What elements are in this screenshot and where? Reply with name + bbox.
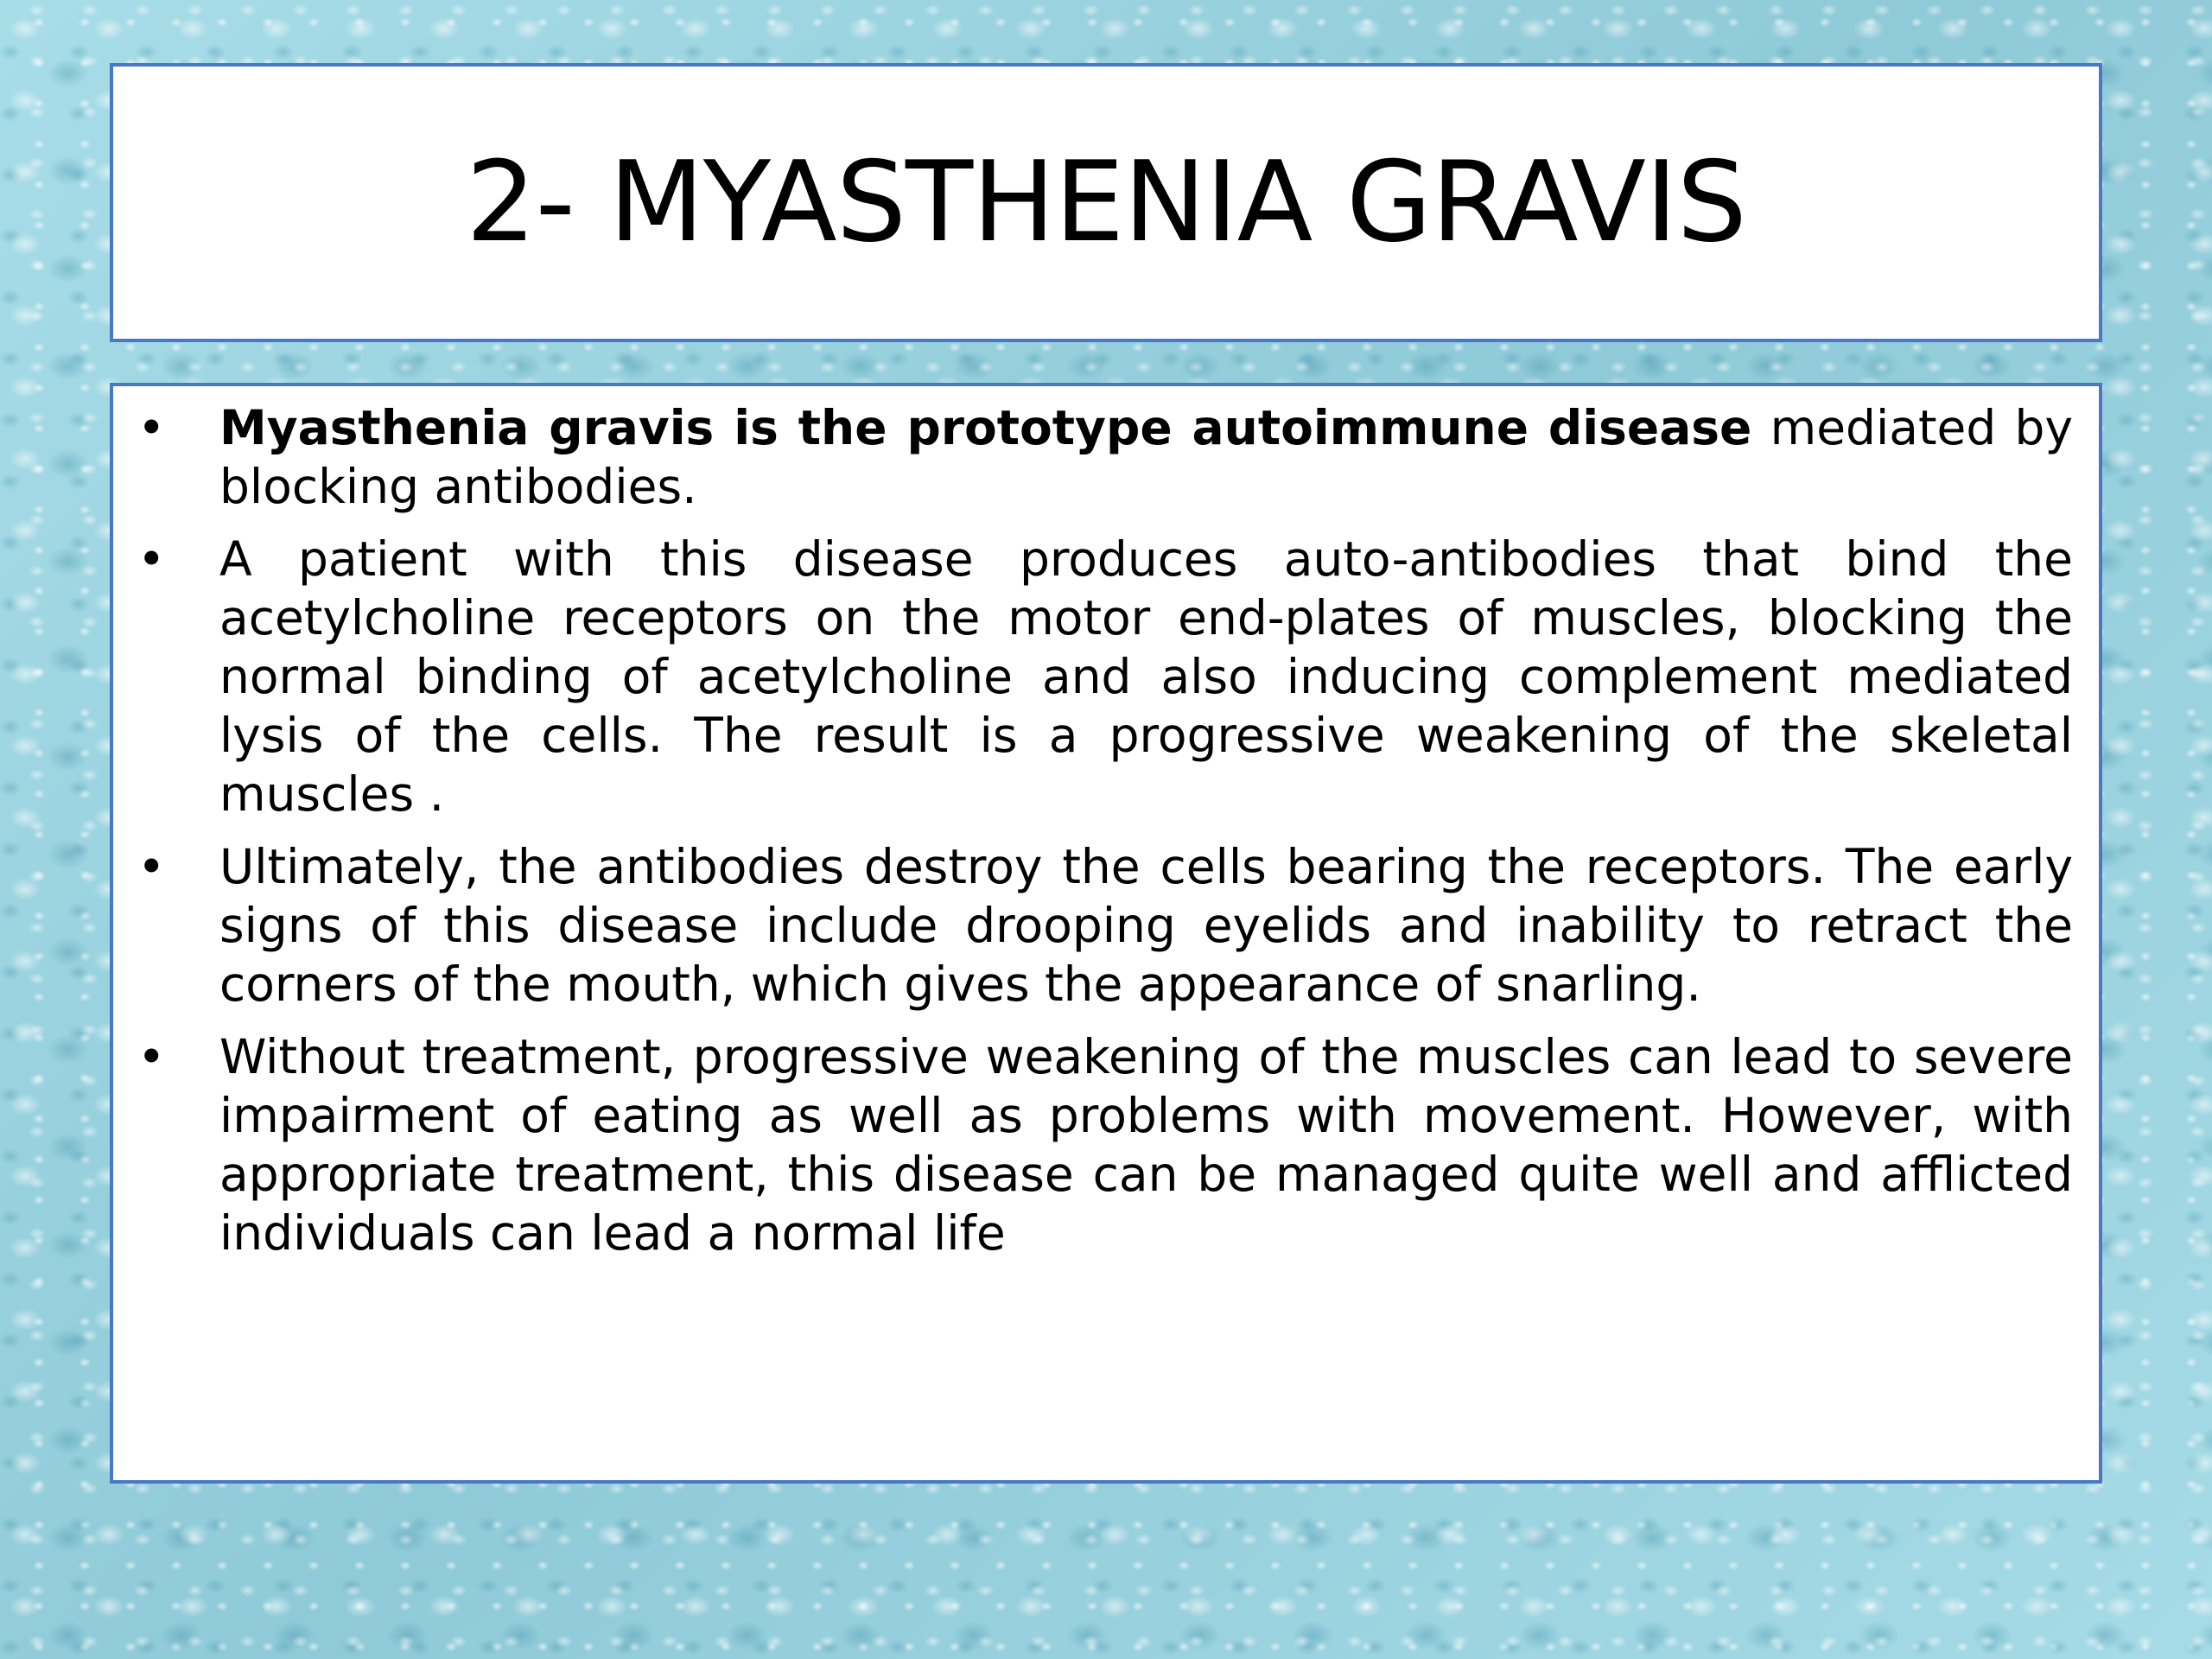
bullet-text: mediated by blocking antibodies. [219,400,2073,514]
content-box [110,383,2102,1484]
bullet-icon: • [137,531,166,587]
bullet-text: A patient with this disease produces auto-antibodies that bind the acetylcholine receptors on the motor end-plates of muscles, blocking the normal binding of acetylcholine and also inducing complement mediated lysis of the cells. The result is a progressive weakening of the skeletal muscles . [219,531,2073,822]
bullet-icon: • [137,1029,166,1084]
slide-title: 2- MYASTHENIA GRAVIS [466,137,1746,267]
bullet-item [113,530,2073,823]
bullet-icon: • [137,839,166,894]
title-box [110,63,2102,342]
bullet-icon: • [137,400,166,455]
bullet-item [113,1027,2073,1262]
bullet-list [113,398,2073,1262]
bullet-item [113,398,2073,516]
bullet-text: Ultimately, the antibodies destroy the cells bearing the receptors. The early signs of this disease include drooping eyelids and inability to retract the corners of the mouth, which gives the appearance of snarling. [219,839,2073,1012]
bullet-bold-text: Myasthenia gravis is the prototype autoimmune disease [219,400,1752,455]
bullet-text: Without treatment, progressive weakening of the muscles can lead to severe impairment of eating as well as problems with movement. However, with appropriate treatment, this disease can be managed quite well and afflicted individuals can lead a normal life [219,1029,2073,1261]
bullet-item [113,837,2073,1014]
